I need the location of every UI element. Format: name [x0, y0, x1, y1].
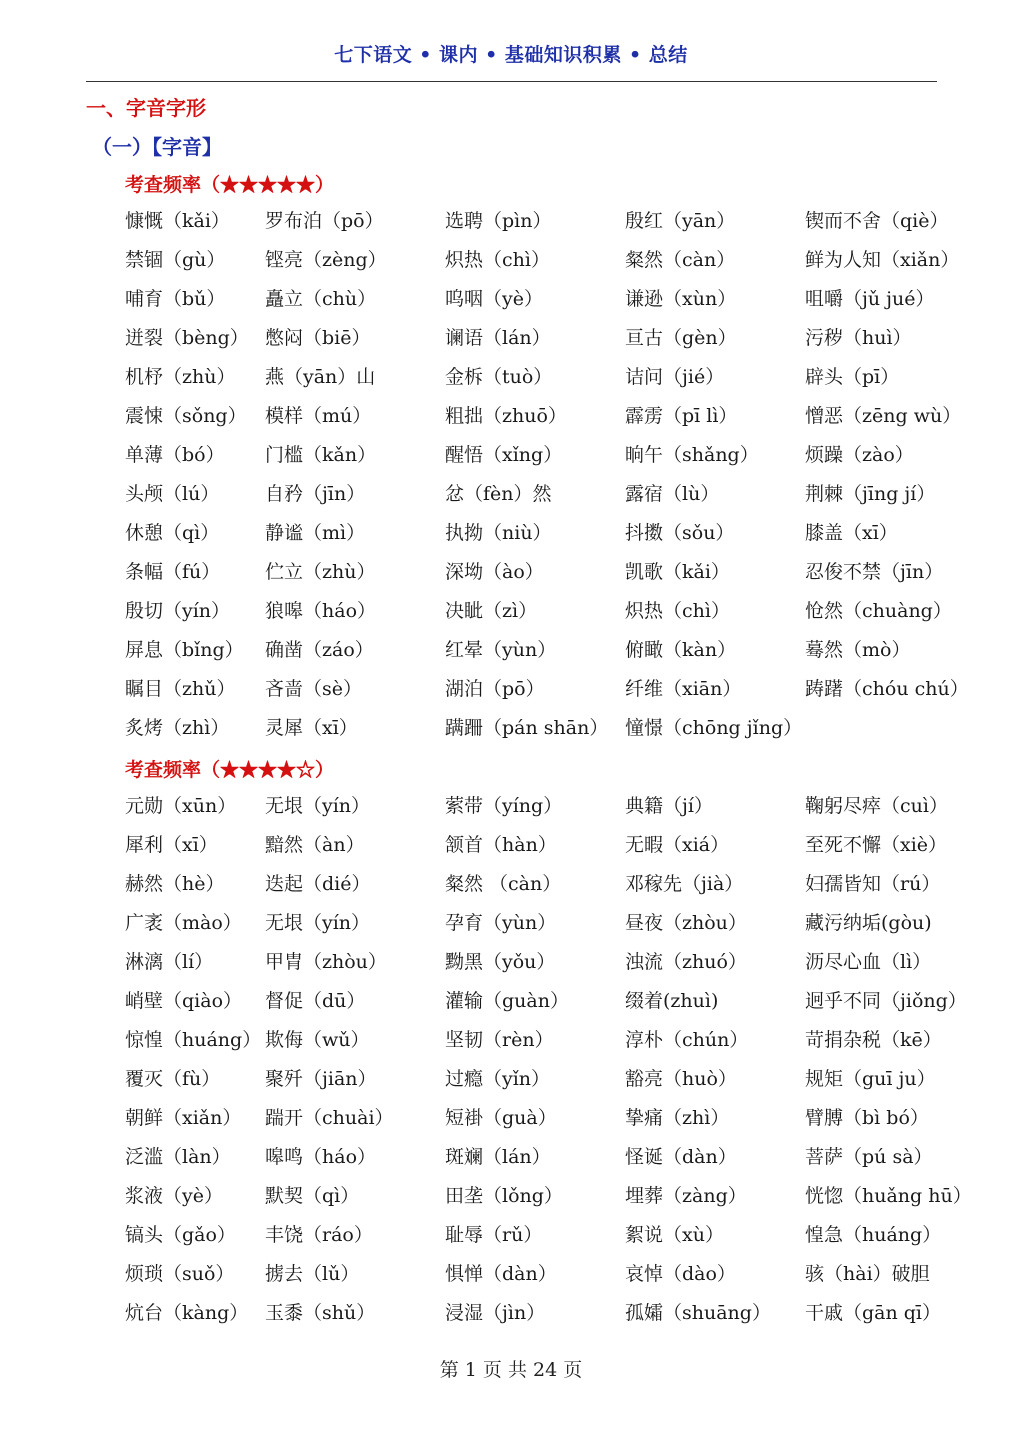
word-entry: 确凿（záo）: [265, 639, 374, 661]
word-entry: 默契（qì）: [265, 1185, 360, 1207]
word-entry: 露宿（lù）: [625, 483, 720, 505]
word-entry: 聚歼（jiān）: [265, 1068, 377, 1090]
word-entry: 迥乎不同（jiǒng）: [805, 990, 967, 1012]
word-entry: 炽热（chì）: [625, 600, 730, 622]
word-entry: 休憩（qì）: [125, 522, 220, 544]
word-entry: 呜咽（yè）: [445, 288, 543, 310]
word-entry: 单薄（bó）: [125, 444, 225, 466]
word-entry: 惶急（huáng）: [805, 1224, 942, 1246]
word-entry: 粗拙（zhuō）: [445, 405, 567, 427]
word-entry: 黝黑（yǒu）: [445, 951, 556, 973]
word-entry: 泛滥（làn）: [125, 1146, 231, 1168]
word-entry: 孤孀（shuāng）: [625, 1302, 771, 1324]
word-entry: 烦琐（suǒ）: [125, 1263, 235, 1285]
word-entry: 抖擞（sǒu）: [625, 522, 735, 544]
word-entry: 执拗（niù）: [445, 522, 552, 544]
word-entry: 恍惚（huǎng hū）: [805, 1185, 972, 1207]
word-entry: 怆然（chuàng）: [805, 600, 952, 622]
word-entry: 藏污纳垢(gòu): [805, 912, 932, 934]
word-entry: 惧惮（dàn）: [445, 1263, 557, 1285]
word-entry: 烦躁（zào）: [805, 444, 914, 466]
word-entry: 豁亮（huò）: [625, 1068, 737, 1090]
word-entry: 忿（fèn）然: [445, 483, 552, 505]
word-entry: 踹开（chuài）: [265, 1107, 394, 1129]
word-entry: 哀悼（dào）: [625, 1263, 736, 1285]
word-entry: 短褂（guà）: [445, 1107, 557, 1129]
word-entry: 殷红（yān）: [625, 210, 736, 232]
word-entry: 浆液（yè）: [125, 1185, 223, 1207]
word-entry: 峭壁（qiào）: [125, 990, 243, 1012]
word-entry: 灵犀（xī）: [265, 717, 358, 739]
word-entry: 慷慨（kǎi）: [125, 210, 230, 232]
word-entry: 怪诞（dàn）: [625, 1146, 737, 1168]
word-entry: 屏息（bǐng）: [125, 639, 244, 661]
word-entry: 狼嗥（háo）: [265, 600, 377, 622]
word-entry: 诘问（jié）: [625, 366, 725, 388]
word-entry: 广袤（mào）: [125, 912, 242, 934]
word-entry: 朝鲜（xiǎn）: [125, 1107, 242, 1129]
word-entry: 决眦（zì）: [445, 600, 538, 622]
word-entry: 邓稼先（jià）: [625, 873, 744, 895]
word-entry: 颔首（hàn）: [445, 834, 557, 856]
word-entry: 无暇（xiá）: [625, 834, 730, 856]
word-entry: 元勋（xūn）: [125, 795, 237, 817]
word-entry: 臂膊（bì bó）: [805, 1107, 929, 1129]
word-entry: 无垠（yín）: [265, 912, 371, 934]
word-entry: [805, 715, 965, 754]
word-entry: 沥尽心血（lì）: [805, 951, 932, 973]
word-entry: 孕育（yùn）: [445, 912, 557, 934]
word-entry: 憧憬（chōng jǐng）: [625, 717, 803, 739]
word-entry: 醒悟（xǐng）: [445, 444, 563, 466]
word-grid-4-star: [125, 793, 1005, 1339]
word-entry: 条幅（fú）: [125, 561, 221, 583]
word-entry: 田垄（lǒng）: [445, 1185, 563, 1207]
word-entry: 无垠（yín）: [265, 795, 371, 817]
word-entry: 谦逊（xùn）: [625, 288, 737, 310]
word-entry: 头颅（lú）: [125, 483, 220, 505]
word-entry: 燕（yān）山: [265, 366, 376, 388]
word-entry: 憋闷（biē）: [265, 327, 371, 349]
word-entry: 浸湿（jìn）: [445, 1302, 546, 1324]
section-title: 一、字音字形: [86, 96, 206, 120]
word-entry: 静谧（mì）: [265, 522, 366, 544]
word-entry: 欺侮（wǔ）: [265, 1029, 370, 1051]
word-entry: 鞠躬尽瘁（cuì）: [805, 795, 948, 817]
word-entry: 亘古（gèn）: [625, 327, 737, 349]
word-entry: 震悚（sǒng）: [125, 405, 247, 427]
word-entry: 缀着(zhuì): [625, 990, 719, 1012]
word-entry: 坚韧（rèn）: [445, 1029, 554, 1051]
word-entry: 辟头（pī）: [805, 366, 900, 388]
word-entry: 矗立（chù）: [265, 288, 377, 310]
word-entry: 惊惶（huáng）: [125, 1029, 262, 1051]
word-entry: 规矩（guī ju）: [805, 1068, 936, 1090]
frequency-label-4-star: 考查频率（★★★★☆）: [125, 759, 335, 781]
word-entry: 玉黍（shǔ）: [265, 1302, 376, 1324]
word-entry: 炙烤（zhì）: [125, 717, 230, 739]
word-entry: 选聘（pìn）: [445, 210, 552, 232]
word-entry: 埋葬（zàng）: [625, 1185, 747, 1207]
word-entry: 苛捐杂税（kē）: [805, 1029, 942, 1051]
word-entry: 粲然 （càn）: [445, 873, 562, 895]
word-entry: 昼夜（zhòu）: [625, 912, 747, 934]
word-entry: 淳朴（chún）: [625, 1029, 749, 1051]
word-entry: 菩萨（pú sà）: [805, 1146, 933, 1168]
word-entry: 絮说（xù）: [625, 1224, 724, 1246]
word-entry: 萦带（yíng）: [445, 795, 563, 817]
word-entry: 湖泊（pō）: [445, 678, 545, 700]
word-entry: 典籍（jí）: [625, 795, 713, 817]
word-entry: 耻辱（rǔ）: [445, 1224, 543, 1246]
word-entry: 督促（dū）: [265, 990, 366, 1012]
word-entry: 伫立（zhù）: [265, 561, 376, 583]
word-entry: 瞩目（zhǔ）: [125, 678, 236, 700]
header-divider: [86, 81, 937, 82]
word-entry: 荆棘（jīng jí）: [805, 483, 936, 505]
word-entry: 膝盖（xī）: [805, 522, 898, 544]
word-entry: 至死不懈（xiè）: [805, 834, 948, 856]
word-entry: 干戚（gān qī）: [805, 1302, 942, 1324]
word-entry: 罗布泊（pō）: [265, 210, 384, 232]
word-entry: 灌输（guàn）: [445, 990, 569, 1012]
word-entry: 污秽（huì）: [805, 327, 912, 349]
word-entry: 门槛（kǎn）: [265, 444, 377, 466]
word-entry: 哺育（bǔ）: [125, 288, 226, 310]
word-entry: 炽热（chì）: [445, 249, 550, 271]
word-entry: 憎恶（zēng wù）: [805, 405, 962, 427]
word-entry: 咀嚼（jǔ jué）: [805, 288, 935, 310]
word-entry: 斑斓（lán）: [445, 1146, 551, 1168]
word-entry: 镐头（gǎo）: [125, 1224, 236, 1246]
word-entry: 禁锢（gù）: [125, 249, 226, 271]
subsection-title: （一）【字音】: [92, 135, 222, 159]
word-entry: 模样（mú）: [265, 405, 372, 427]
word-entry: 浊流（zhuó）: [625, 951, 747, 973]
word-entry: 红晕（yùn）: [445, 639, 557, 661]
word-entry: 机杼（zhù）: [125, 366, 236, 388]
word-entry: 粲然（càn）: [625, 249, 736, 271]
word-entry: 纤维（xiān）: [625, 678, 742, 700]
word-entry: 谰语（lán）: [445, 327, 551, 349]
word-entry: 覆灭（fù）: [125, 1068, 221, 1090]
word-entry: 丰饶（ráo）: [265, 1224, 373, 1246]
document-header: 七下语文 • 课内 • 基础知识积累 • 总结: [334, 44, 688, 66]
word-entry: 犀利（xī）: [125, 834, 218, 856]
word-entry: 晌午（shǎng）: [625, 444, 759, 466]
word-entry: 锲而不舍（qiè）: [805, 210, 949, 232]
word-entry: 淋漓（lí）: [125, 951, 214, 973]
word-entry: 赫然（hè）: [125, 873, 225, 895]
word-entry: 自矜（jīn）: [265, 483, 366, 505]
word-entry: 殷切（yín）: [125, 600, 231, 622]
word-entry: 过瘾（yǐn）: [445, 1068, 551, 1090]
word-entry: 黯然（àn）: [265, 834, 365, 856]
word-entry: 俯瞰（kàn）: [625, 639, 737, 661]
word-entry: 甲胄（zhòu）: [265, 951, 387, 973]
frequency-label-5-star: 考查频率（★★★★★）: [125, 174, 335, 196]
word-entry: 蹒跚（pán shān）: [445, 717, 609, 739]
word-entry: 挚痛（zhì）: [625, 1107, 730, 1129]
page-footer: 第 1 页 共 24 页: [439, 1359, 583, 1381]
word-entry: 掳去（lǔ）: [265, 1263, 360, 1285]
word-entry: 吝啬（sè）: [265, 678, 362, 700]
word-entry: 蓦然（mò）: [805, 639, 911, 661]
word-entry: 金柝（tuò）: [445, 366, 553, 388]
word-entry: 炕台（kàng）: [125, 1302, 249, 1324]
word-entry: 忍俊不禁（jīn）: [805, 561, 944, 583]
word-entry: 深坳（ào）: [445, 561, 544, 583]
word-entry: 鲜为人知（xiǎn）: [805, 249, 960, 271]
word-grid-5-star: [125, 208, 1005, 754]
word-entry: 踌躇（chóu chú）: [805, 678, 969, 700]
word-entry: 迸裂（bèng）: [125, 327, 249, 349]
word-entry: 霹雳（pī lì）: [625, 405, 738, 427]
word-entry: 铿亮（zèng）: [265, 249, 387, 271]
word-entry: 妇孺皆知（rú）: [805, 873, 941, 895]
word-entry: 嗥鸣（háo）: [265, 1146, 377, 1168]
word-entry: 骇（hài）破胆: [805, 1263, 930, 1285]
word-entry: 凯歌（kǎi）: [625, 561, 730, 583]
word-entry: 迭起（dié）: [265, 873, 371, 895]
